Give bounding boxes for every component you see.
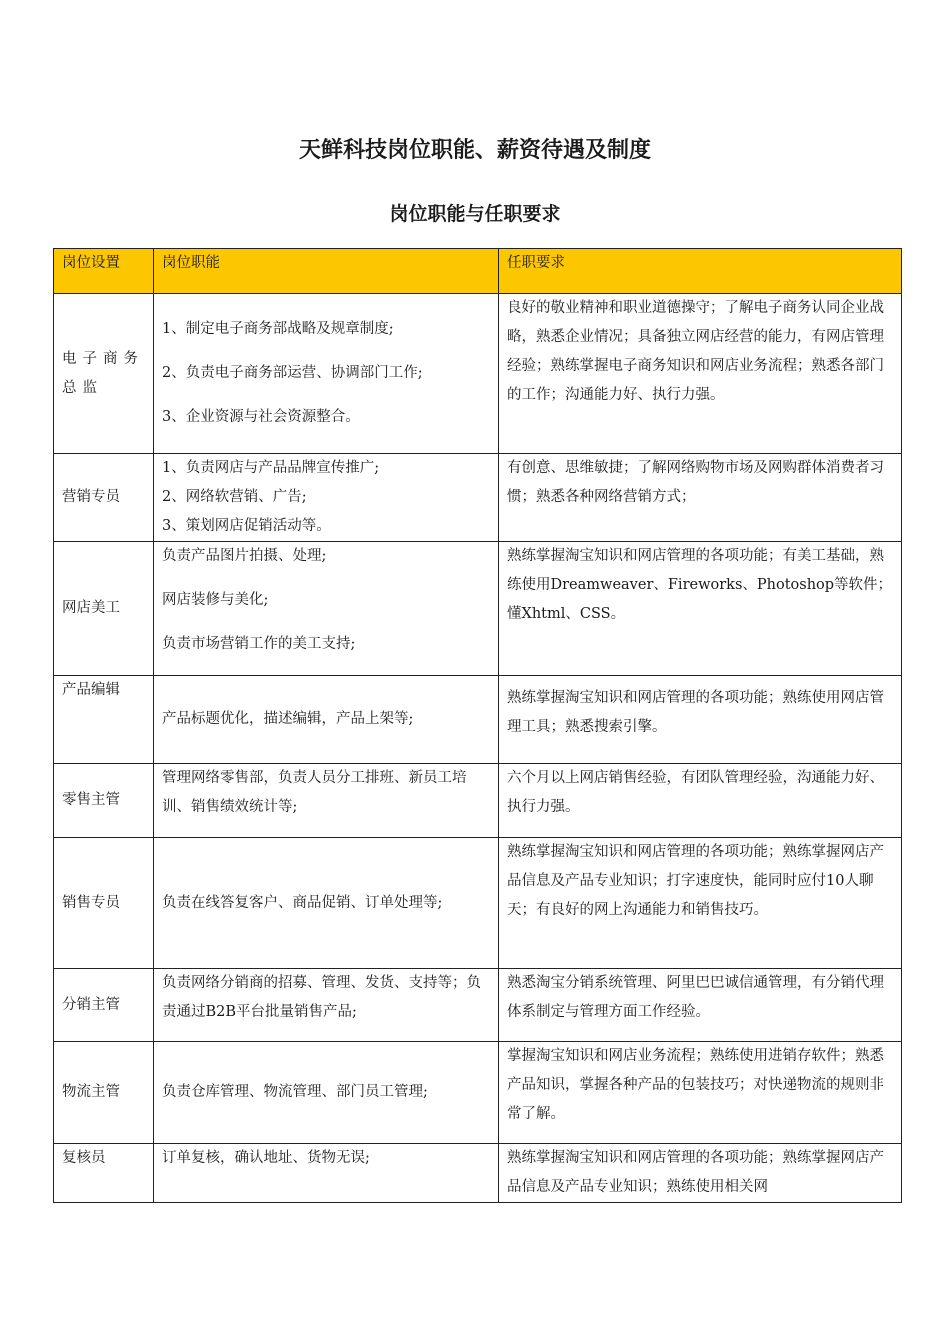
requirements-cell: 熟练掌握淘宝知识和网店管理的各项功能；熟练掌握网店产品信息及产品专业知识；打字速度快，能同时应付10人聊天；有良好的网上沟通能力和销售技巧。 [499,838,902,969]
position-cell: 零售主管 [54,764,154,838]
position-cell: 物流主管 [54,1042,154,1144]
table-row [54,969,902,1042]
table-row [54,676,902,764]
position-cell: 复核员 [54,1144,154,1203]
functions-cell [154,294,499,454]
table-row [54,294,902,454]
function-item: 1、制定电子商务部战略及规章制度; [162,321,394,337]
functions-cell [154,676,499,764]
position-cell: 分销主管 [54,969,154,1042]
function-item: 订单复核，确认地址、货物无误; [162,1150,370,1166]
function-item: 产品标题优化，描述编辑，产品上架等; [162,711,414,727]
requirements-cell: 熟悉淘宝分销系统管理、阿里巴巴诚信通管理，有分销代理体系制定与管理方面工作经验。 [499,969,902,1042]
function-item: 负责产品图片拍摄、处理; [162,548,327,564]
requirements-cell: 熟练掌握淘宝知识和网店管理的各项功能；熟练使用网店管理工具；熟悉搜索引擎。 [499,676,902,764]
position-cell: 产品编辑 [54,676,154,764]
function-item: 负责在线答复客户、商品促销、订单处理等; [162,894,443,911]
table-row [54,838,902,969]
document-title: 天鲜科技岗位职能、薪资待遇及制度 [298,138,651,163]
functions-cell [154,1144,499,1203]
header-functions: 岗位职能 [154,249,499,294]
function-item: 2、网络软营销、广告; [162,489,307,505]
functions-cell [154,764,499,838]
job-requirements-table [53,248,902,1203]
table-row [54,1144,902,1203]
function-item: 2、负责电子商务部运营、协调部门工作; [162,365,423,381]
section-title: 岗位职能与任职要求 [389,203,561,225]
position-cell: 网店美工 [54,542,154,676]
header-position: 岗位设置 [54,249,154,294]
position-cell: 销售专员 [54,838,154,969]
functions-cell [154,542,499,676]
functions-cell [154,838,499,969]
table-row [54,764,902,838]
requirements-cell: 六个月以上网店销售经验，有团队管理经验，沟通能力好、执行力强。 [499,764,902,838]
requirements-cell: 熟练掌握淘宝知识和网店管理的各项功能；有美工基础，熟练使用Dreamweaver、Fireworks、Photoshop等软件；懂Xhtml、CSS。 [499,542,902,676]
function-item: 管理网络零售部，负责人员分工排班、新员工培训、销售绩效统计等; [162,770,467,815]
function-item: 负责网络分销商的招募、管理、发货、支持等；负责通过B2B平台批量销售产品; [162,975,481,1020]
functions-cell [154,969,499,1042]
function-item: 网店装修与美化; [162,592,269,608]
functions-cell [154,1042,499,1144]
requirements-cell: 掌握淘宝知识和网店业务流程；熟练使用进销存软件；熟悉产品知识，掌握各种产品的包装技巧；对快递物流的规则非常了解。 [499,1042,902,1144]
function-item: 1、负责网店与产品品牌宣传推广; [162,460,380,476]
position-cell: 电子商务总监 [54,294,154,454]
table-header-row [54,249,902,294]
table-row [54,542,902,676]
requirements-cell: 熟练掌握淘宝知识和网店管理的各项功能；熟练掌握网店产品信息及产品专业知识；熟练使用相关网 [499,1144,902,1203]
functions-cell [154,454,499,542]
function-item: 3、策划网店促销活动等。 [162,518,331,534]
table-row [54,454,902,542]
requirements-cell: 有创意、思维敏捷；了解网络购物市场及网购群体消费者习惯；熟悉各种网络营销方式； [499,454,902,542]
function-item: 3、企业资源与社会资源整合。 [162,409,360,425]
function-item: 负责市场营销工作的美工支持; [162,636,356,652]
function-item: 负责仓库管理、物流管理、部门员工管理; [162,1084,428,1100]
table-row [54,1042,902,1144]
header-requirements: 任职要求 [499,249,902,294]
requirements-cell: 良好的敬业精神和职业道德操守；了解电子商务认同企业战略，熟悉企业情况；具备独立网店经营的能力，有网店管理经验；熟练掌握电子商务知识和网店业务流程；熟悉各部门的工作；沟通能力好、执行力强。 [499,294,902,454]
position-cell: 营销专员 [54,454,154,542]
